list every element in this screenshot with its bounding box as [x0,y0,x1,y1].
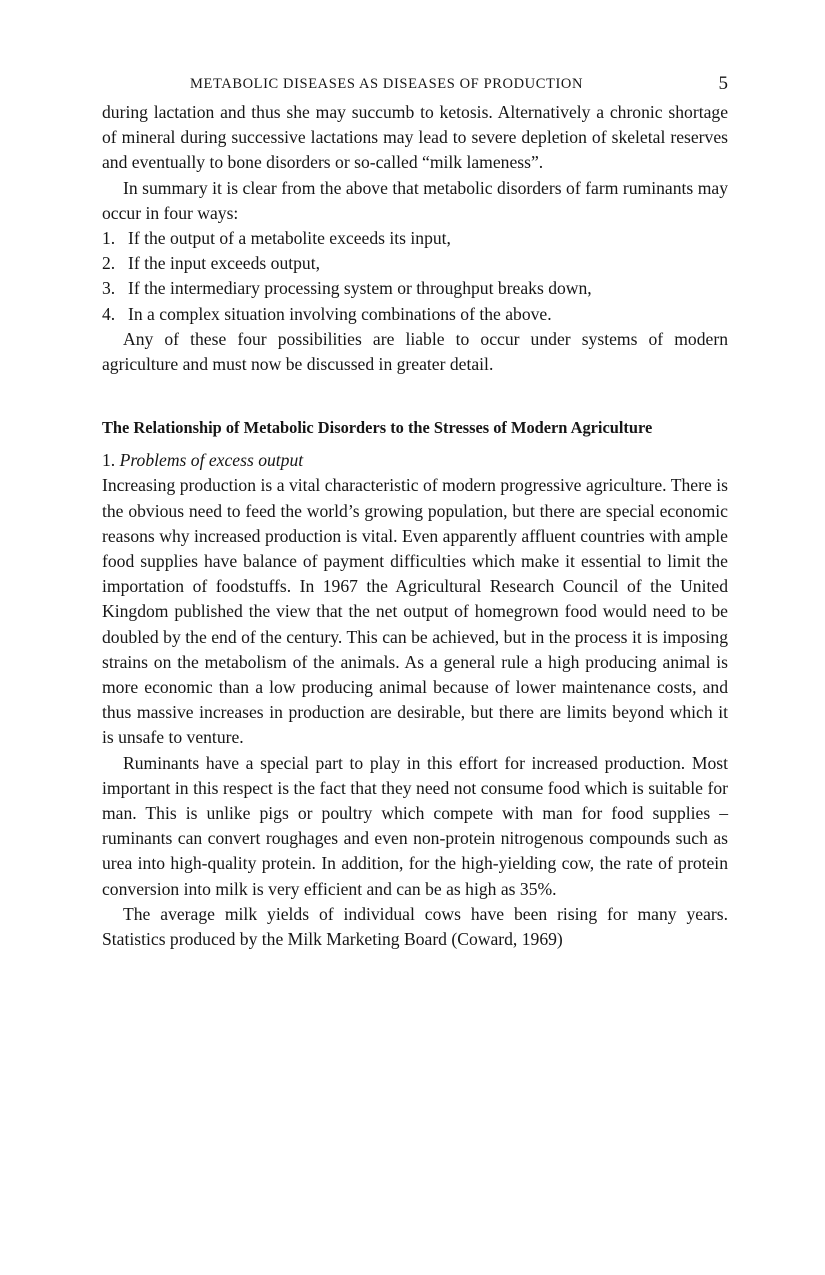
list-item-text: If the output of a metabolite exceeds its input, [128,228,451,249]
body-text [102,100,728,952]
paragraph: Ruminants have a special part to play in this effort for increased production. Most important in this respect is the fact that they need not consume food which is suitable for man. This is unlike pigs or poultry which compete with man for food supplies – ruminants can convert roughages and even non-protein nitrogenous compounds such as urea into high-quality protein. In addition, for the high-yielding cow, the rate of protein conversion into milk is very efficient and can be as high as 35%. [102,752,728,899]
list-item-text: If the intermediary processing system or throughput breaks down, [128,278,592,299]
list-item-text: In a complex situation involving combinations of the above. [128,303,552,324]
paragraph: In summary it is clear from the above that metabolic disorders of farm ruminants may occur in four ways: [102,177,728,223]
section-heading: The Relationship of Metabolic Disorders to the Stresses of Modern Agriculture [102,418,653,438]
list-item-number: 4. [102,303,116,324]
list-item [102,276,728,301]
paragraph: Any of these four possibilities are liable to occur under systems of modern agriculture and must now be discussed in greater detail. [102,328,728,375]
list-item [102,226,728,251]
list-item-text: If the input exceeds output, [128,253,321,274]
list-item [102,251,728,276]
page-number: 5 [718,73,728,94]
paragraph: Increasing production is a vital characteristic of modern progressive agriculture. There is the obvious need to feed the world’s growing population, but there are special economic reasons why increased production is vital. Even apparently affluent countries with ample food supplies have balance of payment difficulties which make it essential to limit the importation of foodstuffs. In 1967 the Agricultural Research Council of the United Kingdom published the view that the net output of homegrown food would need to be doubled by the end of the century. This can be achieved, but in the process it is imposing strains on the metabolism of the animals. As a general rule a high producing animal is more economic than a low producing animal because of lower maintenance costs, and thus massive increases in production are desirable, but there are limits beyond which it is unsafe to venture. [102,475,728,748]
list-item-number: 3. [102,278,116,299]
subsection-number: 1. [102,450,116,471]
paragraph: The average milk yields of individual cows have been rising for many years. Statistics produced by the Milk Marketing Board (Coward, 1969) [102,903,728,950]
subsection-title: Problems of excess output [119,450,304,471]
list-item-number: 1. [102,228,116,249]
subsection-heading [102,448,728,473]
running-head-title: METABOLIC DISEASES AS DISEASES OF PRODUCTION [190,76,584,92]
list-item-number: 2. [102,253,116,274]
running-head [102,74,728,100]
list-item [102,302,728,327]
paragraph: during lactation and thus she may succumb to ketosis. Alternatively a chronic shortage of mineral during successive lactations may lead to severe depletion of skeletal reserves and eventually to bone disorders or so-called “milk lameness”. [102,102,728,173]
numbered-list [102,226,728,327]
page [102,74,728,952]
